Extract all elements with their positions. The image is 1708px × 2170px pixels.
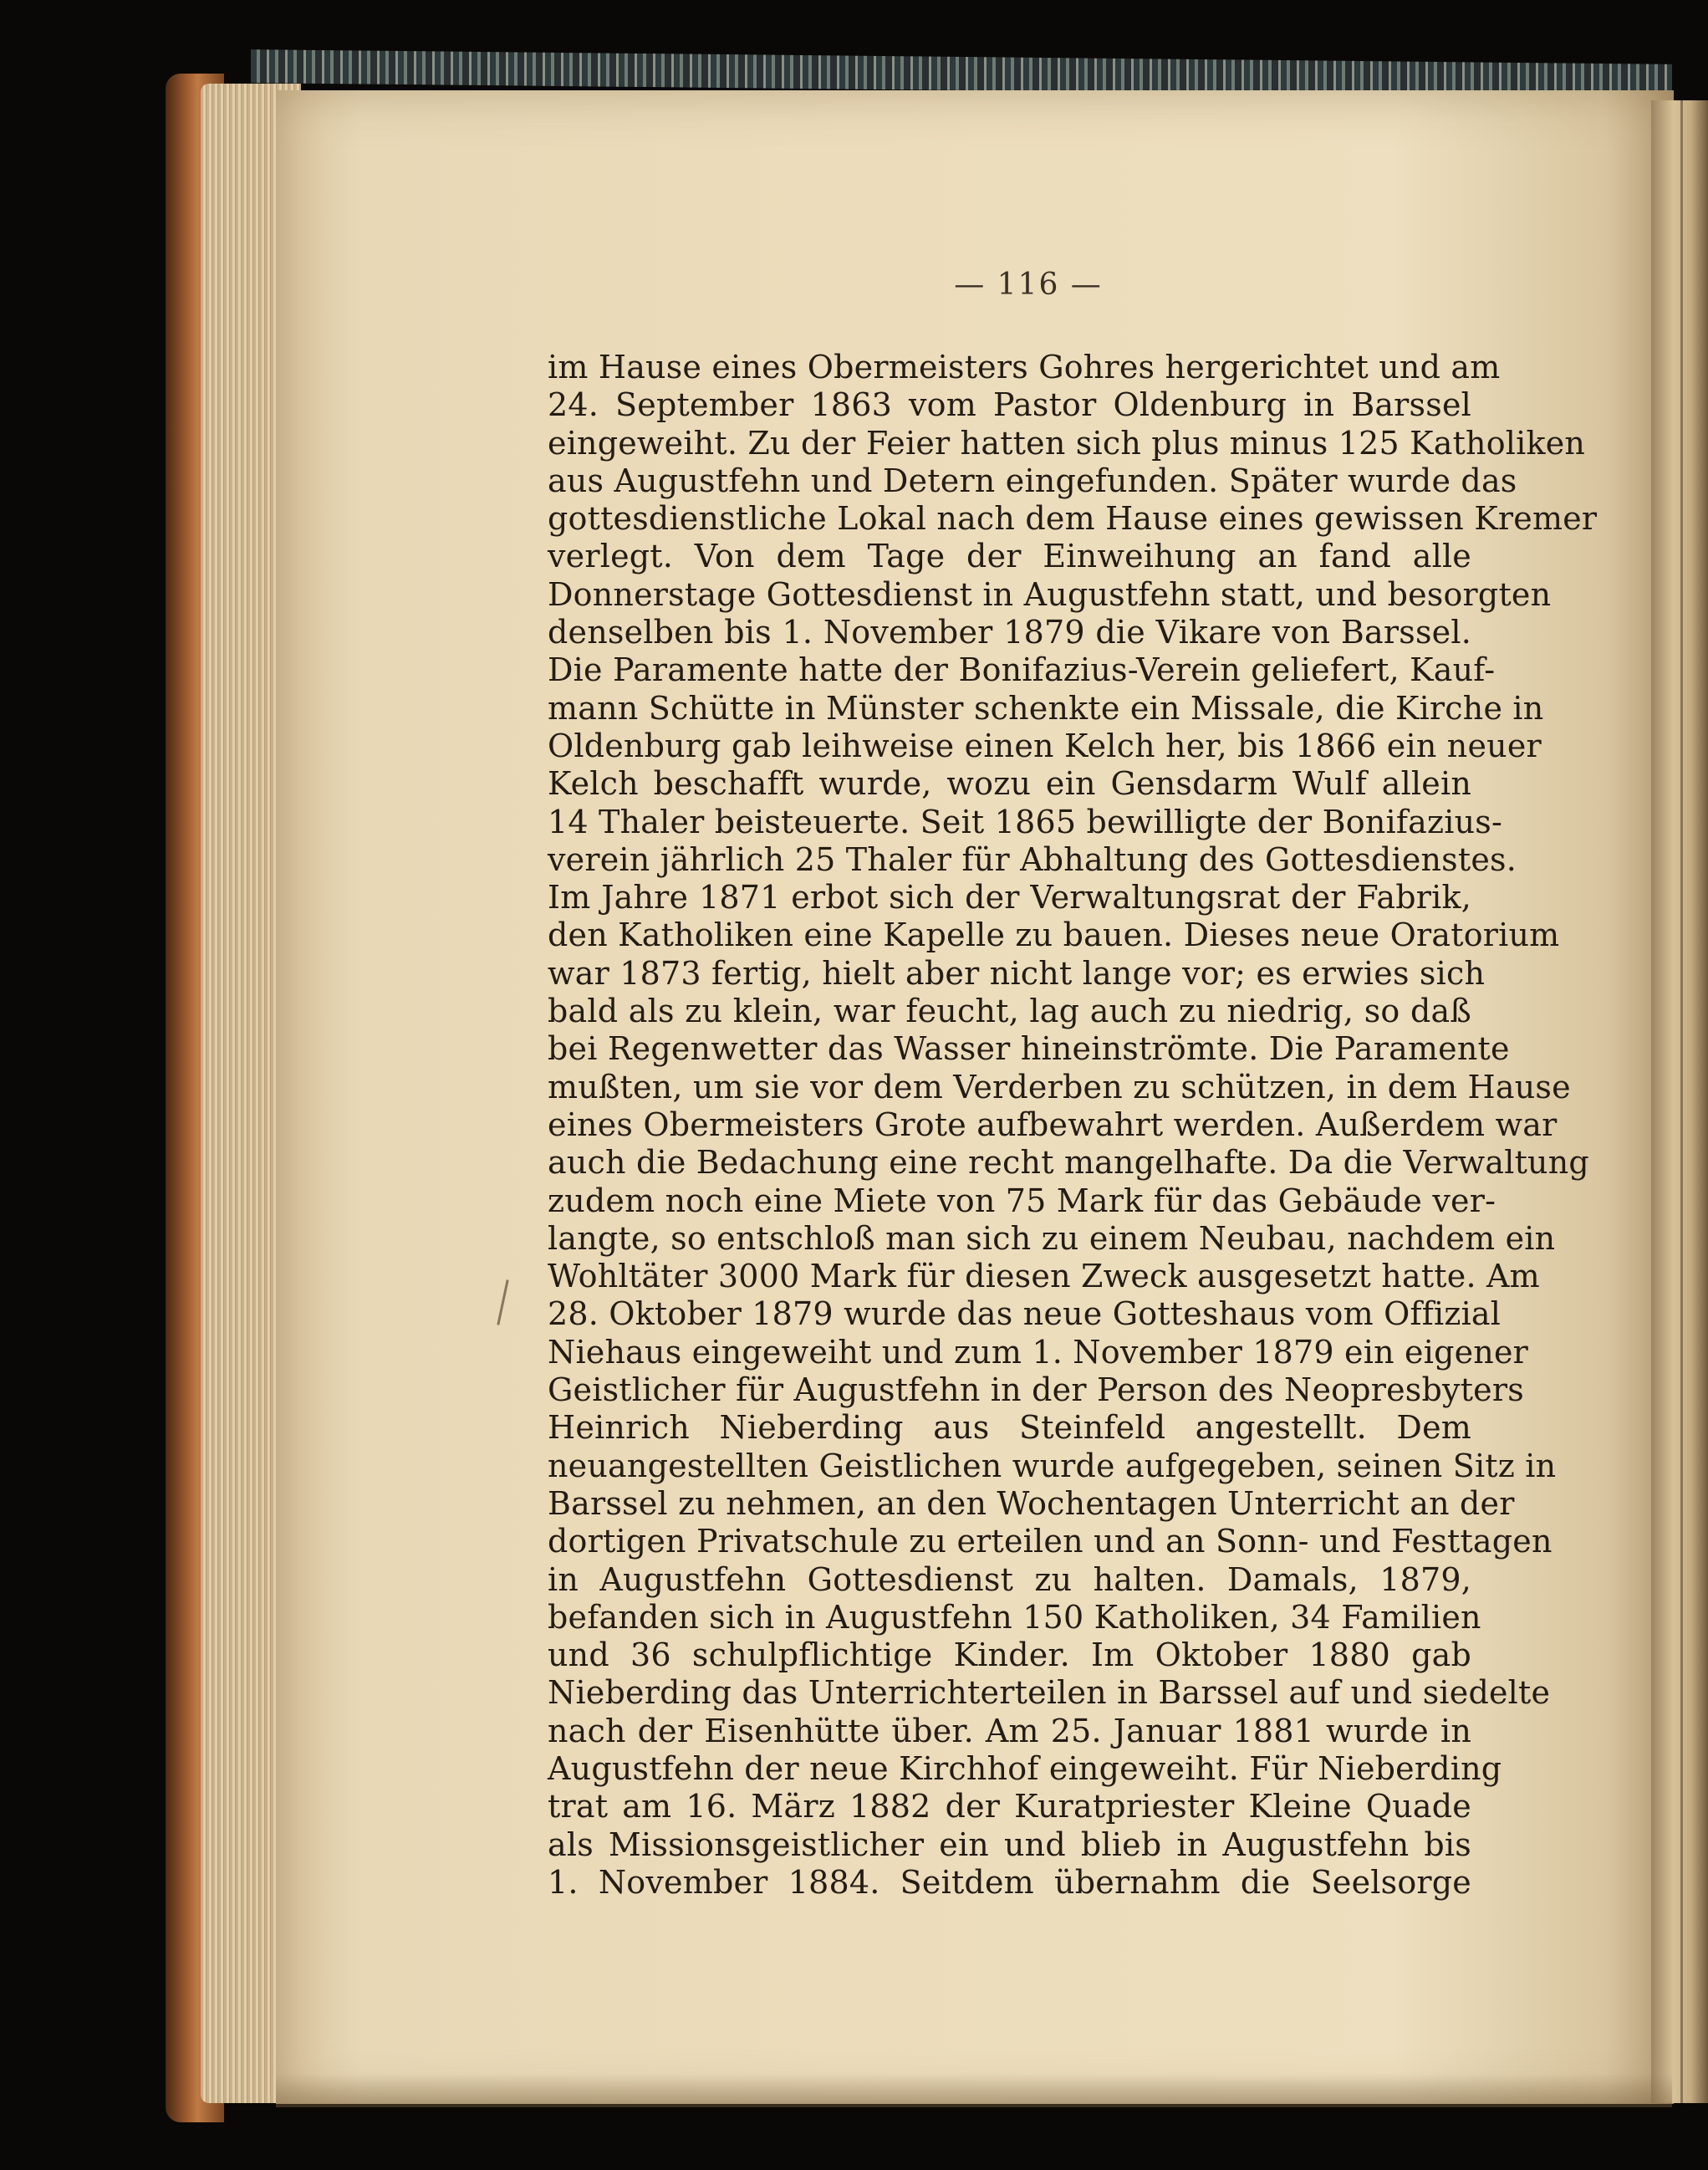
text-line: als Missionsgeistlicher ein und blieb in Augustfehn bis: [548, 1825, 1471, 1863]
text-line: in Augustfehn Gottesdienst zu halten. Damals, 1879,: [548, 1560, 1471, 1598]
text-line: verlegt. Von dem Tage der Einweihung an fand alle: [548, 538, 1471, 575]
text-line: Nieberding das Unterrichterteilen in Barssel auf und siedelte: [548, 1674, 1551, 1712]
text-line: mann Schütte in Münster schenkte ein Missale, die Kirche in: [548, 689, 1544, 727]
text-line: denselben bis 1. November 1879 die Vikare von Barssel.: [548, 614, 1471, 651]
text-line: 14 Thaler beisteuerte. Seit 1865 bewilligte der Bonifazius-: [548, 803, 1502, 840]
text-line: Heinrich Nieberding aus Steinfeld angestellt. Dem: [548, 1409, 1471, 1447]
text-line: zudem noch eine Miete von 75 Mark für das Gebäude ver-: [548, 1182, 1496, 1219]
text-line: befanden sich in Augustfehn 150 Katholiken, 34 Familien: [548, 1598, 1481, 1636]
text-line: dortigen Privatschule zu erteilen und an Sonn- und Festtagen: [548, 1523, 1552, 1560]
text-line: gottesdienstliche Lokal nach dem Hause eines gewissen Kremer: [548, 500, 1598, 538]
text-line: aus Augustfehn und Detern eingefunden. Später wurde das: [548, 462, 1517, 499]
text-line: verein jährlich 25 Thaler für Abhaltung des Gottesdienstes.: [548, 840, 1517, 878]
text-line: auch die Bedachung eine recht mangelhafte. Da die Verwaltung: [548, 1144, 1589, 1182]
text-line: Kelch beschafft wurde, wozu ein Gensdarm Wulf allein: [548, 765, 1471, 803]
text-line: 1. November 1884. Seitdem übernahm die Seelsorge: [548, 1863, 1471, 1901]
book-gutter: [1651, 100, 1708, 2103]
text-line: nach der Eisenhütte über. Am 25. Januar 1881 wurde in: [548, 1712, 1471, 1749]
text-line: 24. September 1863 vom Pastor Oldenburg in Barssel: [548, 386, 1471, 424]
text-line: Geistlicher für Augustfehn in der Person des Neopresbyters: [548, 1371, 1524, 1409]
text-line: und 36 schulpflichtige Kinder. Im Oktober 1880 gab: [548, 1636, 1471, 1674]
text-line: bei Regenwetter das Wasser hineinströmte. Die Paramente: [548, 1030, 1510, 1068]
text-line: den Katholiken eine Kapelle zu bauen. Dieses neue Oratorium: [548, 917, 1560, 954]
text-line: neuangestellten Geistlichen wurde aufgegeben, seinen Sitz in: [548, 1447, 1557, 1484]
page-number: — 116 —: [954, 268, 1103, 302]
page-bottom-shadow: [276, 2074, 1672, 2107]
text-line: eines Obermeisters Grote aufbewahrt werden. Außerdem war: [548, 1105, 1558, 1143]
text-line: mußten, um sie vor dem Verderben zu schützen, in dem Hause: [548, 1068, 1571, 1105]
text-line: Niehaus eingeweiht und zum 1. November 1879 ein eigener: [548, 1333, 1529, 1371]
text-line: Im Jahre 1871 erbot sich der Verwaltungsrat der Fabrik,: [548, 879, 1471, 917]
text-line: Barssel zu nehmen, an den Wochentagen Unterricht an der: [548, 1484, 1515, 1522]
text-line: trat am 16. März 1882 der Kuratpriester Kleine Quade: [548, 1788, 1471, 1825]
text-line: Donnerstage Gottesdienst in Augustfehn statt, und besorgten: [548, 575, 1552, 613]
text-line: Wohltäter 3000 Mark für diesen Zweck ausgesetzt hatte. Am: [548, 1258, 1540, 1295]
text-line: Die Paramente hatte der Bonifazius-Verein geliefert, Kauf-: [548, 651, 1496, 689]
text-line: Augustfehn der neue Kirchhof eingeweiht. Für Nieberding: [548, 1749, 1502, 1787]
body-text: [548, 349, 1598, 1902]
text-line: langte, so entschloß man sich zu einem Neubau, nachdem ein: [548, 1219, 1556, 1257]
text-line: eingeweiht. Zu der Feier hatten sich plus minus 125 Katholiken: [548, 424, 1586, 462]
text-line: 28. Oktober 1879 wurde das neue Gotteshaus vom Offizial: [548, 1295, 1502, 1333]
text-line: Oldenburg gab leihweise einen Kelch her, bis 1866 ein neuer: [548, 727, 1542, 764]
gutter-fold-line: [1680, 100, 1683, 2103]
text-line: war 1873 fertig, hielt aber nicht lange vor; es erwies sich: [548, 954, 1486, 992]
text-line: bald als zu klein, war feucht, lag auch zu niedrig, so daß: [548, 993, 1471, 1030]
text-line: im Hause eines Obermeisters Gohres hergerichtet und am: [548, 349, 1501, 385]
